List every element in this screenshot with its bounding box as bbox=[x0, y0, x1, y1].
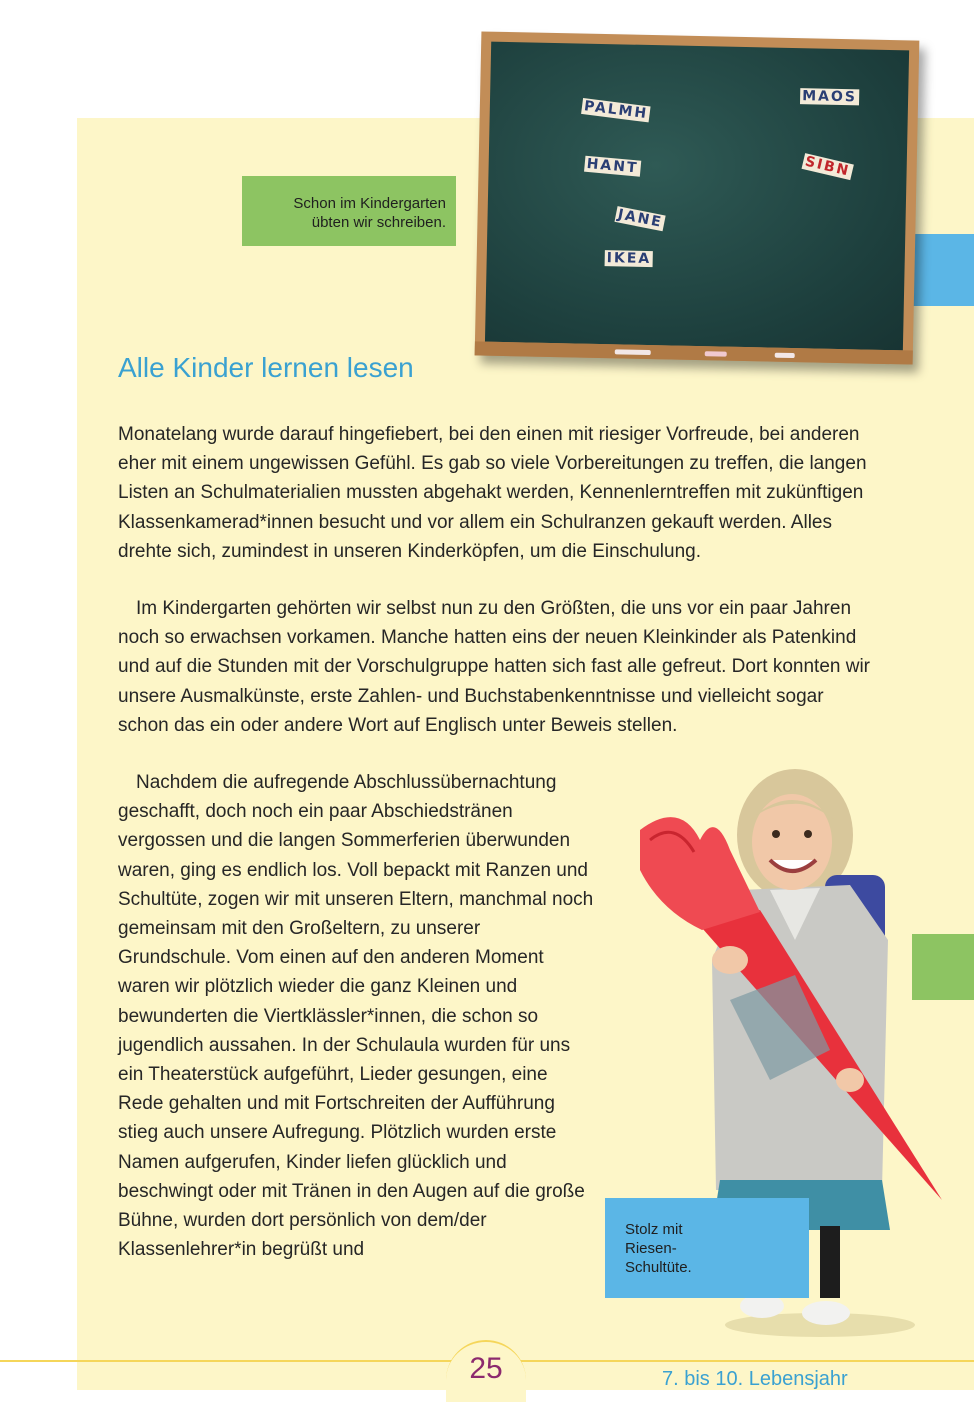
page-number: 25 bbox=[469, 1352, 503, 1385]
board-word: HANT bbox=[586, 155, 640, 177]
board-word: MAOS bbox=[801, 88, 858, 106]
chalk-piece bbox=[615, 349, 651, 355]
board-word: SIBN bbox=[803, 153, 852, 180]
board-word: PALMH bbox=[583, 98, 649, 123]
board-photo-caption: Schon im Kindergarten übten wir schreiben. bbox=[242, 176, 456, 246]
body-paragraph: Monatelang wurde darauf hingefiebert, bei den einen mit riesiger Vorfreude, bei anderen eher mit einem ungewissen Gefühl. Es gab so viele Vorbereitungen zu treffen, die langen Listen an Schulmaterialien mussten abgehakt werden, Kennenlerntreffen mit zukünftigen Klassenkamerad*innen besucht und vor allem ein Schulranzen gekauft werden. Alles drehte sich, zumindest in unseren Kinderköpfen, um die Einschulung. bbox=[118, 424, 867, 562]
chalkboard-photo bbox=[475, 31, 920, 364]
chapter-heading: Alle Kinder lernen lesen bbox=[118, 352, 414, 383]
girl-photo-caption bbox=[605, 1198, 809, 1298]
board-word: JANE bbox=[616, 206, 665, 231]
chalk-piece bbox=[775, 353, 795, 358]
chalk-piece bbox=[705, 351, 727, 356]
board-word: IKEA bbox=[606, 250, 652, 268]
body-paragraph: Nachdem die aufregende Abschlussübernachtung geschafft, doch noch ein paar Abschiedstränen vergossen und die langen Sommerferien überwunden waren, ging es endlich los. Voll bepackt mit Ranzen und Schultüte, zogen wir mit unseren Eltern, manchmal noch gemeinsam mit den Großeltern, zu unserer Grundschule. Vom einen auf den anderen Moment waren wir plötzlich wieder die ganz Kleinen und bewunderten die Viertklässler*innen, die schon so jugendlich aussahen. In der Schulaula wurden für uns ein Theaterstück aufgeführt, Lieder gesungen, eine Rede gehalten und mit Fortschreiten der Aufführung stieg auch unsere Aufregung. Plötzlich wurden erste Namen aufgerufen, Kinder liefen glücklich und beschwingt oder mit Tränen in den Augen auf die große Bühne, wurden dort persönlich von dem/der Klassenlehrer*in begrüßt und bbox=[118, 772, 594, 1261]
section-label: 7. bis 10. Lebensjahr bbox=[662, 1368, 848, 1390]
body-paragraph: Im Kindergarten gehörten wir selbst nun zu den Größten, die uns vor ein paar Jahren noch so erwachsen vorkamen. Manche hatten eins der neuen Kleinkinder als Patenkind und auf die Stunden mit der Vorschulgruppe hatten sich fast alle gefreut. Dort konnten wir unsere Ausmalkünste, erste Zahlen- und Buchstabenkenntnisse und vielleicht sogar schon das ein oder andere Wort auf Englisch unter Beweis stellen. bbox=[118, 598, 871, 736]
chalkboard-surface bbox=[485, 42, 909, 351]
blue-edge-tab bbox=[912, 234, 974, 306]
girl-photo-caption-text: Stolz mit Riesen-Schultüte. bbox=[625, 1221, 692, 1276]
